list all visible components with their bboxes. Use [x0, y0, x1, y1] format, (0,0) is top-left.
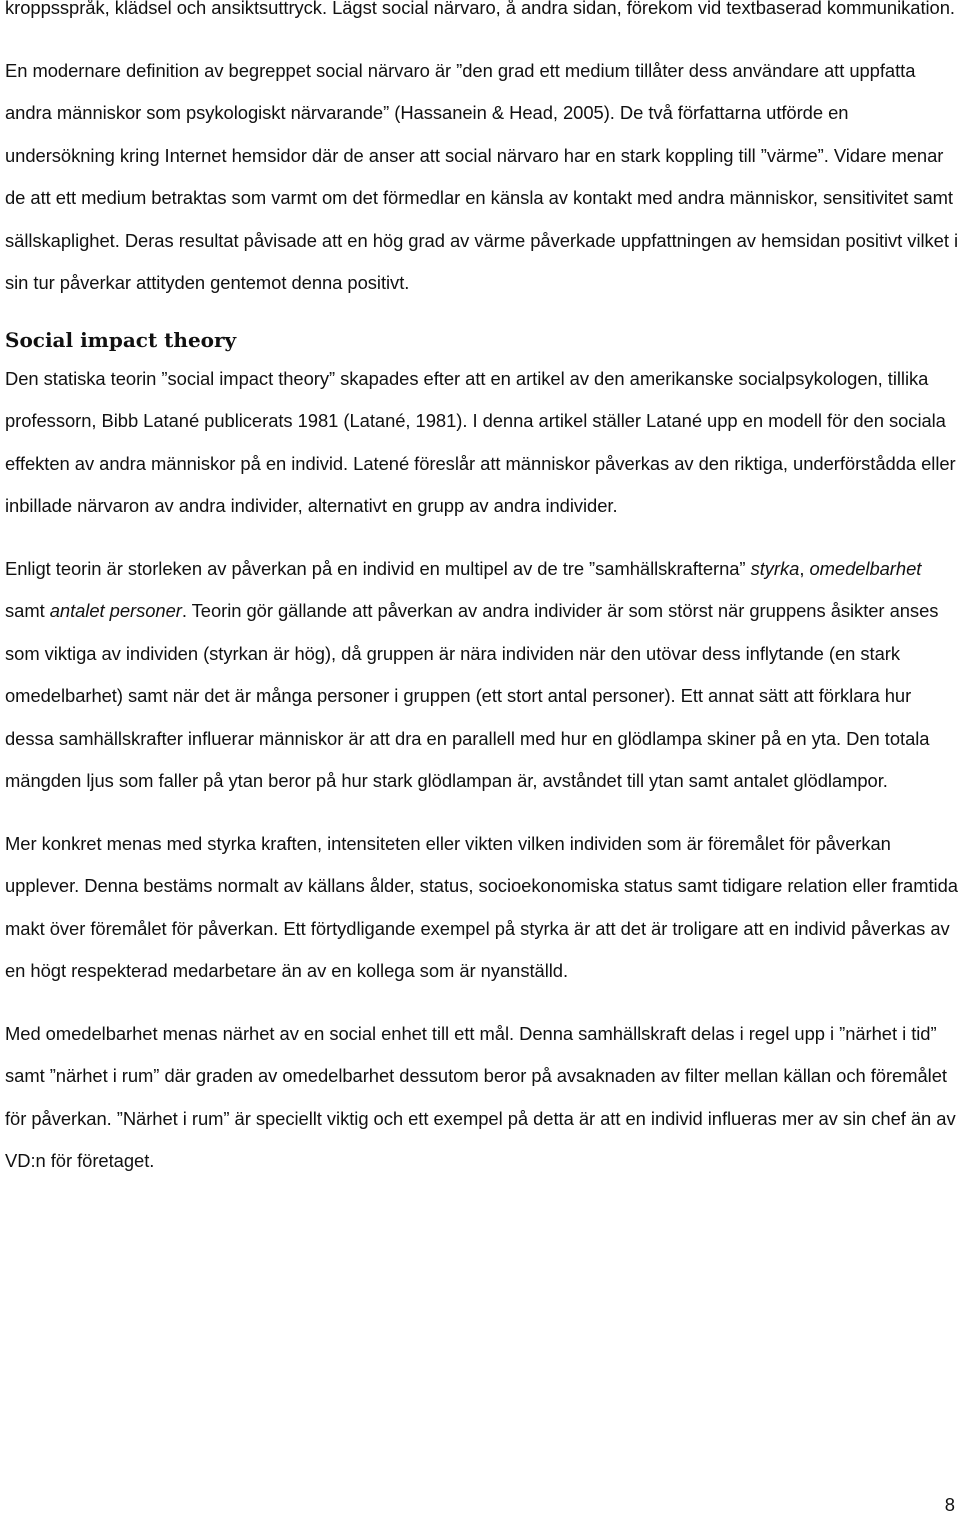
- text-run: samt: [5, 600, 50, 621]
- paragraph-immediacy: Med omedelbarhet menas närhet av en social enhet till ett mål. Denna samhällskraft delas i regel upp i ”närhet i tid” samt ”närhet i rum” där graden av omedelbarhet dessutom beror på avsaknaden av filter mellan källan och föremålet för påverkan. ”Närhet i rum” är speciellt viktig och ett exempel på detta är att en individ influeras mer av sin chef än av VD:n för företaget.: [5, 1022, 956, 1171]
- emphasis-omedelbarhet: omedelbarhet: [809, 557, 922, 579]
- emphasis-antalet-personer: antalet personer: [49, 600, 182, 621]
- page-number: 8: [944, 1494, 955, 1515]
- document-page: [5, 0, 960, 1183]
- text-run: . Teorin gör gällande att påverkan av andra individer är som störst när gruppens åsikter anses som viktiga av individen (styrkan är hög), då gruppen är nära individen när den utövar dess inflytande (en stark omedelbarhet) samt när det är många personer i gruppen (ett stort antal personer). Ett annat sätt att förklara hur dessa samhällskrafter influerar människor är att dra en parallell med hur en glödlampa skiner på en yta. Den totala mängden ljus som faller på ytan beror på hur stark glödlampan är, avståndet till ytan samt antalet glödlampor.: [5, 600, 939, 791]
- paragraph-social-presence-definition: En modernare definition av begreppet social närvaro är ”den grad ett medium tillåter dess användare att uppfatta andra människor som psykologiskt närvarande” (Hassanein & Head, 2005). De två författarna utförde en undersökning kring Internet hemsidor där de anser att social närvaro har en stark koppling till ”värme”. Vidare menar de att ett medium betraktas som varmt om det förmedlar en känsla av kontakt med andra människor, sensitivitet samt sällskaplighet. Deras resultat påvisade att en hög grad av värme påverkade uppfattningen av hemsidan positivt vilket i sin tur påverkar attityden gentemot denna positivt.: [5, 59, 959, 293]
- emphasis-styrka: styrka: [750, 557, 800, 579]
- paragraph-social-impact-intro: Den statiska teorin ”social impact theory” skapades efter att en artikel av den amerikanske socialpsykologen, tillika professorn, Bibb Latané publicerats 1981 (Latané, 1981). I denna artikel ställer Latané upp en modell för den sociala effekten av andra människor på en individ. Latené föreslår att människor påverkas av den riktiga, underförstådda eller inbillade närvaron av andra individer, alternativt en grupp av andra individer.: [5, 367, 956, 516]
- section-heading: Social impact theory: [5, 327, 237, 352]
- paragraph-social-forces: [5, 548, 960, 803]
- paragraph-strength: Mer konkret menas med styrka kraften, intensiteten eller vikten vilken individen som är föremålet för påverkan upplever. Denna bestäms normalt av källans ålder, status, socioekonomiska status samt tidigare relation eller framtida makt över föremålet för påverkan. Ett förtydligande exempel på styrka är att det är troligare att en individ påverkas av en högt respekterad medarbetare än av en kollega som är nyanställd.: [5, 832, 958, 981]
- paragraph-continuation: kroppsspråk, klädsel och ansiktsuttryck. Lägst social närvaro, å andra sidan, förekom vid textbaserad kommunikation.: [5, 0, 955, 18]
- text-run: ,: [799, 557, 810, 579]
- text-run: Enligt teorin är storleken av påverkan på en individ en multipel av de tre ”samhällskrafterna”: [5, 557, 751, 579]
